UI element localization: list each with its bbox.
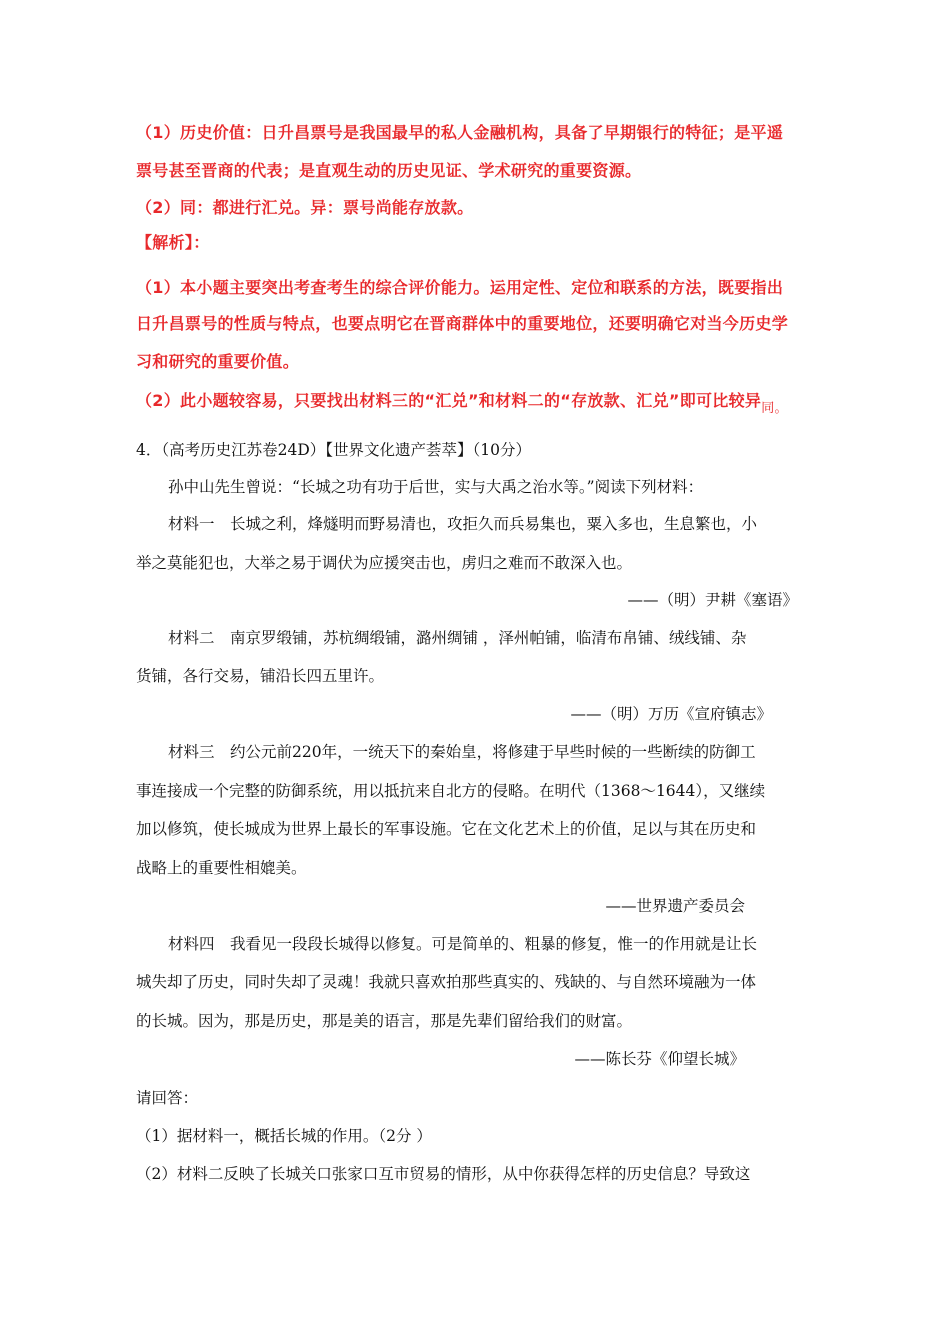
material-3-line-3: 加以修筑，使长城成为世界上最长的军事设施。它在文化艺术上的价值，足以与其在历史和 <box>136 820 757 838</box>
analysis-line-4-text: （2）此小题较容易，只要找出材料三的“汇兑”和材料二的“存放款、汇兑”即可比较异 <box>136 391 762 410</box>
material-2-line-1: 材料二 南京罗缎铺，苏杭绸缎铺，潞州绸铺 ，泽州帕铺，临清布帛铺、绒线铺、杂 <box>168 629 747 647</box>
answer-prompt: 请回答： <box>136 1089 199 1107</box>
sub-question-1: （1）据材料一，概括长城的作用。（2分 ） <box>136 1127 432 1145</box>
material-3-line-4: 战略上的重要性相媲美。 <box>136 859 307 877</box>
analysis-line-3: 习和研究的重要价值。 <box>136 352 300 371</box>
answer-line-1: （1）历史价值：日升昌票号是我国最早的私人金融机构，具备了早期银行的特征；是平遥 <box>136 123 784 142</box>
material-1-line-2: 举之莫能犯也，大举之易于调伏为应援突击也，虏归之难而不敢深入也。 <box>136 554 633 572</box>
question-intro: 孙中山先生曾说：“长城之功有功于后世，实与大禹之治水等。”阅读下列材料： <box>168 478 704 496</box>
material-3-line-2: 事连接成一个完整的防御系统，用以抵抗来自北方的侵略。在明代（1368～1644），又继续 <box>136 782 766 800</box>
answer-line-2: 票号甚至晋商的代表；是直观生动的历史见证、学术研究的重要资源。 <box>136 161 642 180</box>
material-4-line-1: 材料四 我看见一段段长城得以修复。可是简单的、粗暴的修复，惟一的作用就是让长 <box>168 935 758 953</box>
analysis-line-1: （1）本小题主要突出考查考生的综合评价能力。运用定性、定位和联系的方法，既要指出 <box>136 278 784 297</box>
question-header: 4．（高考历史江苏卷24D）【世界文化遗产荟萃】（10分） <box>136 441 531 459</box>
material-4-source: ——陈长芬《仰望长城》 <box>574 1050 745 1068</box>
material-4-line-3: 的长城。因为，那是历史，那是美的语言，那是先辈们留给我们的财富。 <box>136 1012 633 1030</box>
material-1-source: ——（明）尹耕《塞语》 <box>627 591 798 609</box>
analysis-line-2: 日升昌票号的性质与特点，也要点明它在晋商群体中的重要地位，还要明确它对当今历史学 <box>136 314 789 333</box>
answer-line-3: （2）同：都进行汇兑。异：票号尚能存放款。 <box>136 198 474 217</box>
sub-question-2: （2）材料二反映了长城关口张家口互市贸易的情形，从中你获得怎样的历史信息？导致这 <box>136 1165 751 1183</box>
material-1-line-1: 材料一 长城之利，烽燧明而野易清也，攻拒久而兵易集也，粟入多也，生息繁也，小 <box>168 515 758 533</box>
analysis-heading: 【解析】： <box>136 233 210 252</box>
analysis-line-4-tail: 同。 <box>761 401 788 416</box>
material-4-line-2: 城失却了历史，同时失却了灵魂！我就只喜欢拍那些真实的、残缺的、与自然环境融为一体 <box>136 973 757 991</box>
material-3-line-1: 材料三 约公元前220年，一统天下的秦始皇，将修建于早些时候的一些断续的防御工 <box>168 743 756 761</box>
material-2-source: ——（明）万历《宣府镇志》 <box>570 705 772 723</box>
material-2-line-2: 货铺，各行交易，铺沿长四五里许。 <box>136 667 385 685</box>
analysis-line-4 <box>136 388 788 416</box>
material-3-source: ——世界遗产委员会 <box>605 897 745 915</box>
